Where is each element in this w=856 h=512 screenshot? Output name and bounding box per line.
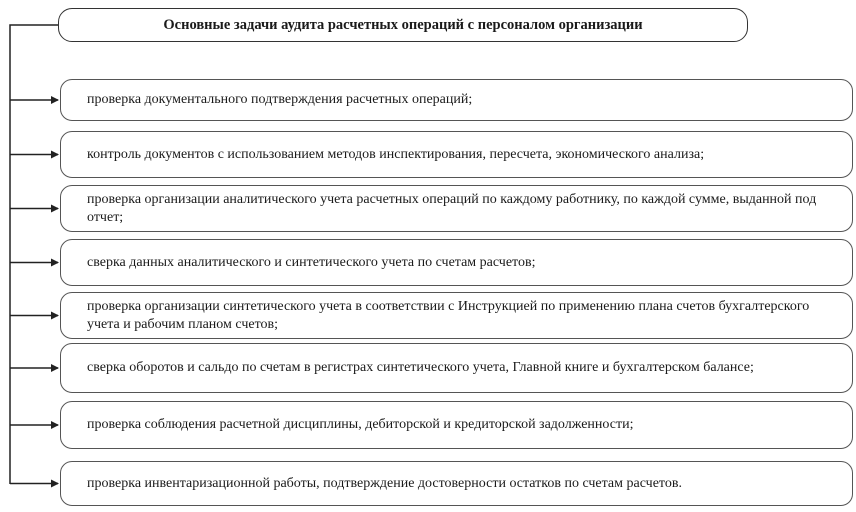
- task-text: проверка инвентаризационной работы, подтверждение достоверности остатков по счетам расчетов.: [87, 475, 682, 491]
- task-box-4: [60, 239, 853, 286]
- title-box: [58, 8, 748, 42]
- task-box-7: [60, 401, 853, 449]
- task-text: сверка данных аналитического и синтетического учета по счетам расчетов;: [87, 254, 536, 270]
- task-text: сверка оборотов и сальдо по счетам в регистрах синтетического учета, Главной книге и бухгалтерском балансе;: [87, 360, 754, 375]
- task-box-6: [60, 343, 853, 393]
- task-text: контроль документов с использованием методов инспектирования, пересчета, экономического анализа;: [87, 146, 705, 162]
- task-box-2: [60, 131, 853, 178]
- trunk-line: [10, 25, 58, 484]
- task-text: проверка документального подтверждения расчетных операций;: [87, 92, 473, 107]
- task-box-8: [60, 461, 853, 506]
- task-text: проверка организации аналитического учета расчетных операций по каждому работнику, по каждой сумме, выданной под отчет;: [87, 191, 817, 225]
- diagram-title: Основные задачи аудита расчетных операций с персоналом организации: [163, 16, 643, 33]
- task-text: проверка организации синтетического учета в соответствии с Инструкцией по применению плана счетов бухгалтерского учета и рабочим планом счетов;: [87, 298, 810, 332]
- task-box-5: [60, 292, 853, 339]
- task-box-3: [60, 185, 853, 232]
- task-box-1: [60, 79, 853, 121]
- task-text: проверка соблюдения расчетной дисциплины, дебиторской и кредиторской задолженности;: [87, 417, 634, 432]
